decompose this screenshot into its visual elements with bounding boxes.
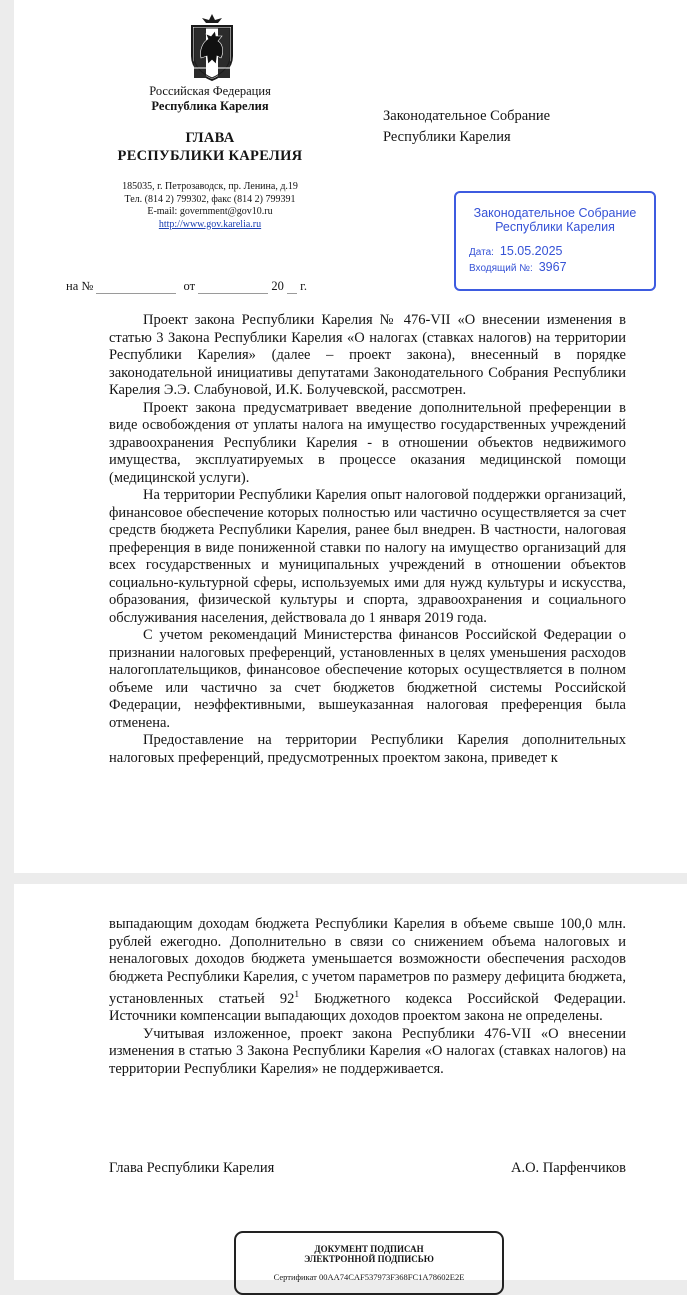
republic-label: Республика Карелия <box>151 99 269 113</box>
reg-no-blank <box>96 281 176 294</box>
letter-body-page2 <box>109 916 626 1078</box>
sender-title-line2: РЕСПУБЛИКИ КАРЕЛИЯ <box>117 148 303 164</box>
body-paragraph: Предоставление на территории Республики Карелия дополнительных налоговых преференций, предусмотренных проектом закона, приведет к <box>109 732 626 766</box>
incoming-registration-stamp <box>454 191 656 291</box>
federation-label: Российская Федерация <box>149 84 271 98</box>
electronic-signature-stamp <box>234 1231 504 1295</box>
stamp-title-line1: Законодательное Собрание <box>473 206 637 220</box>
reg-year-suffix: г. <box>300 279 307 293</box>
reg-date-blank <box>198 281 268 294</box>
reg-year-blank <box>287 281 297 294</box>
esig-certificate: Сертификат 00AA74CAF537973F368FC1A78602E2E <box>273 1272 465 1282</box>
reg-no-label: на № <box>66 279 94 293</box>
recipient-line2: Республики Карелия <box>383 129 511 145</box>
stamp-date-value: 15.05.2025 <box>499 244 563 258</box>
article-superscript: 1 <box>294 989 299 999</box>
reg-year-prefix: 20 <box>271 279 284 293</box>
body-text-part: Бюджетного кодекса Российской Федерации. Источники компенсации выпадающих доходов проектом закона не определены. <box>109 990 627 1025</box>
stamp-date-label: Дата: <box>469 247 494 258</box>
sender-phone: Тел. (814 2) 799302, факс (814 2) 799391 <box>124 193 296 205</box>
stamp-title-line2: Республики Карелия <box>495 220 615 234</box>
stamp-incoming-row <box>469 260 567 274</box>
esig-line2: ЭЛЕКТРОННОЙ ПОДПИСЬЮ <box>304 1254 434 1264</box>
body-paragraph: Проект закона Республики Карелия № 476-VII «О внесении изменения в статью 3 Закона Республики Карелия «О налогах (ставках налогов) на территории Республики Карелия» (далее – проект закона), внесенный в порядке законодательной инициативы депутатами Законодательного Собрания Республики Карелия Э.Э. Слабуновой, И.К. Болучевской, рассмотрен. <box>109 312 626 398</box>
sender-address: 185035, г. Петрозаводск, пр. Ленина, д.19 <box>122 181 298 192</box>
recipient-block <box>383 106 550 148</box>
body-paragraph: На территории Республики Карелия опыт налоговой поддержки организаций, финансовое обеспечение которых полностью или частично осуществляется за счет средств бюджета Республики Карелия, ранее был внедрен. В частности, налоговая преференция в виде пониженной ставки по налогу на имущество организаций для всех государственных и муниципальных учреждений в отношении объектов социально-культурной сферы, используемых ими для нужд культуры и искусства, образования, физической культуры и спорта, здравоохранения и социального обслуживания населения, действовала до 1 января 2019 года. <box>109 487 626 626</box>
esig-line1: ДОКУМЕНТ ПОДПИСАН <box>314 1244 424 1254</box>
sender-email: E-mail: government@gov10.ru <box>147 206 273 217</box>
document-page-1 <box>14 0 687 873</box>
body-paragraph-continued <box>109 916 626 1026</box>
website-link[interactable]: http://www.gov.karelia.ru <box>158 218 262 230</box>
sender-title-line1: ГЛАВА <box>185 130 235 146</box>
signatory-name: А.О. Парфенчиков <box>510 1160 626 1176</box>
stamp-incoming-value: 3967 <box>538 260 567 274</box>
letter-body-page1 <box>109 312 626 767</box>
body-text-part: выпадающим доходам бюджета Республики Карелия в объеме свыше 100,0 млн. рублей ежегодно. Дополнительно в связи со снижением объема налоговых и неналоговых доходов бюджета уменьшается возможности обеспечения расходов бюджета Республики Карелия, с учетом параметров по размеру дефицита бюджета, установленных статьей 92 <box>109 916 626 1007</box>
reg-from-label: от <box>183 279 196 293</box>
body-paragraph-conclusion: Учитывая изложенное, проект закона Республики 476-VII «О внесении изменения в статью 3 Закона Республики Карелия «О налогах (ставках налогов) на территории Республики Карелия» не поддерживается. <box>109 1025 626 1077</box>
stamp-incoming-label: Входящий №: <box>469 263 533 274</box>
registration-line <box>66 279 307 294</box>
recipient-line1: Законодательное Собрание <box>383 108 551 124</box>
signatory-position: Глава Республики Карелия <box>109 1160 275 1176</box>
body-paragraph: С учетом рекомендаций Министерства финансов Российской Федерации о признании налоговых преференций, установленных в целях уменьшения расходов налогоплательщиков, финансовое обеспечение которых осуществляется в полном объеме или частично за счет бюджетов бюджетной системы Российской Федерации, неэффективными, вышеуказанная налоговая преференция была отменена. <box>109 627 626 731</box>
document-page-2 <box>14 884 687 1280</box>
body-paragraph: Проект закона предусматривает введение дополнительной преференции в виде освобождения от уплаты налога на имущество государственных учреждений здравоохранения Республики Карелия - в отношении объектов недвижимого имущества, эксплуатируемых в процессе оказания медицинской помощи (медицинской услуги). <box>109 399 626 486</box>
stamp-date-row <box>469 244 562 258</box>
karelia-coat-of-arms-icon <box>182 12 242 82</box>
sender-contacts <box>74 181 346 231</box>
